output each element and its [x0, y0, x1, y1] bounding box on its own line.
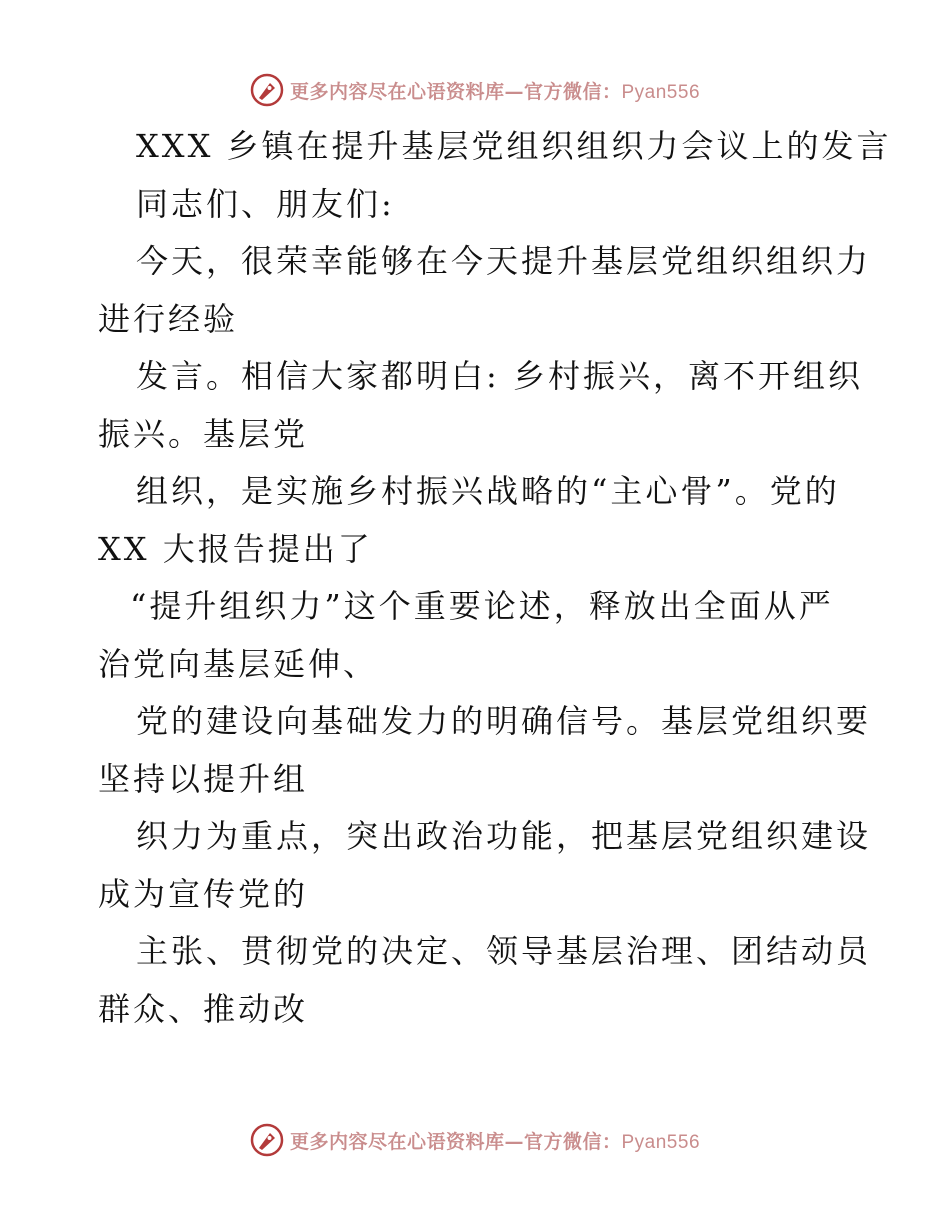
text-line: 振兴。基层党: [98, 414, 309, 453]
watermark-text: 更多内容尽在心语资料库—官方微信：Pyan556: [289, 80, 701, 103]
text-line: 党的建设向基础发力的明确信号。基层党组织要: [136, 702, 872, 740]
text-line: 群众、推动改: [98, 989, 309, 1028]
text-line: 发言。相信大家都明白: 乡村振兴，离不开组织: [136, 357, 863, 395]
text-line: 进行经验: [98, 299, 239, 338]
header-watermark: [0, 70, 950, 110]
pen-nib-icon: [250, 73, 284, 107]
text-line: 织力为重点，突出政治功能，把基层党组织建设: [136, 817, 872, 855]
text-line: “提升组织力”这个重要论述，释放出全面从严: [130, 587, 834, 625]
document-body: [98, 118, 892, 1038]
text-line: 坚持以提升组: [98, 759, 309, 798]
text-line: 今天，很荣幸能够在今天提升基层党组织组织力: [136, 242, 872, 280]
watermark-wechat-id: Pyan556: [621, 81, 701, 103]
text-line: 同志们、朋友们:: [136, 184, 395, 223]
text-line: 组织，是实施乡村振兴战略的“主心骨”。党的: [136, 472, 840, 510]
document-title: XXX 乡镇在提升基层党组织组织力会议上的发言: [136, 127, 892, 165]
text-line: XX 大报告提出了: [98, 529, 373, 568]
watermark-text: 更多内容尽在心语资料库—官方微信：Pyan556: [289, 1130, 701, 1153]
text-line: 主张、贯彻党的决定、领导基层治理、团结动员: [136, 932, 872, 970]
footer-watermark: [0, 1120, 950, 1160]
text-line: 成为宣传党的: [98, 874, 309, 913]
text-line: 治党向基层延伸、: [98, 644, 379, 683]
watermark-wechat-id: Pyan556: [621, 1131, 701, 1153]
pen-nib-icon: [250, 1123, 284, 1157]
